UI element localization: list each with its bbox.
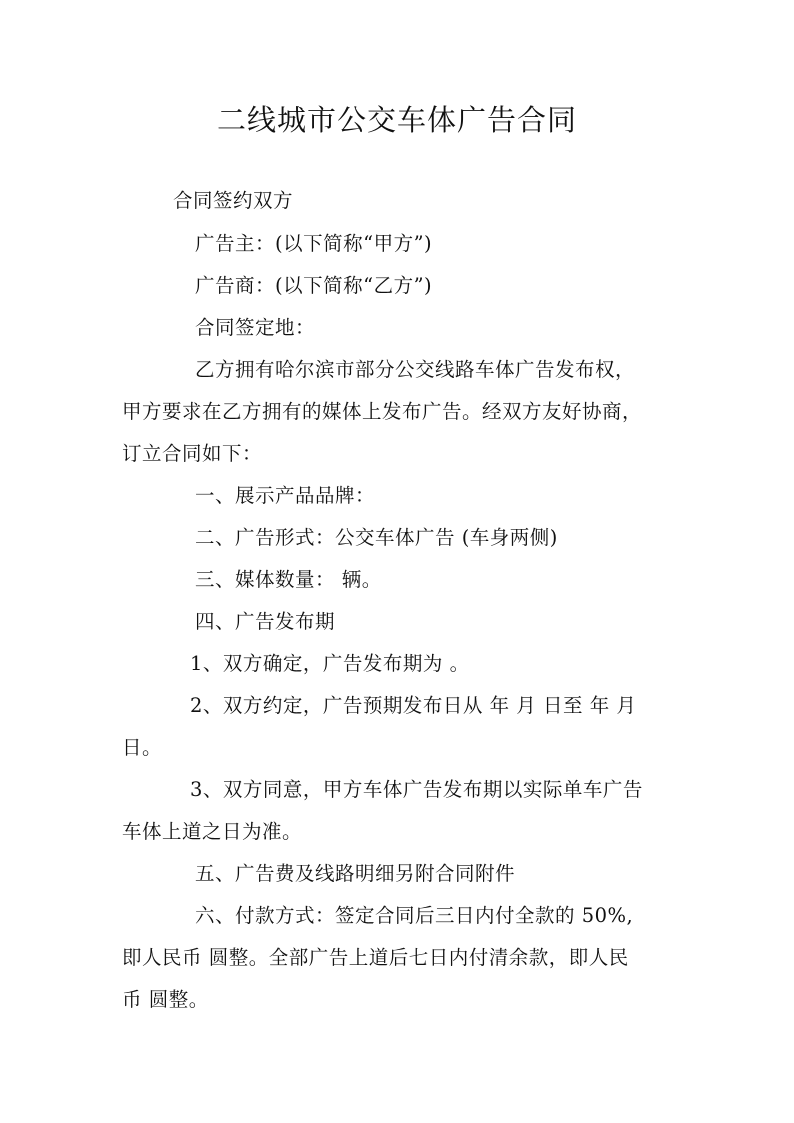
agency-line: 广告商：(以下简称“乙方”) xyxy=(195,274,433,297)
period-item-2-line-2: 日。 xyxy=(122,736,163,759)
clause-6-payment-line-1: 六、付款方式：签定合同后三日内付全款的 50%, xyxy=(195,904,634,927)
intro-paragraph-line-2: 甲方要求在乙方拥有的媒体上发布广告。经双方友好协商， xyxy=(122,400,643,423)
period-item-1: 1、双方确定，广告发布期为 。 xyxy=(190,652,470,675)
intro-paragraph-line-3: 订立合同如下： xyxy=(122,442,263,465)
clause-6-payment-line-2: 即人民币 圆整。全部广告上道后七日内付清余款，即人民 xyxy=(122,946,629,969)
period-item-2-line-1: 2、双方约定，广告预期发布日从 年 月 日至 年 月 xyxy=(190,694,637,717)
clause-3-quantity: 三、媒体数量： 辆。 xyxy=(195,568,382,591)
period-item-3-line-1: 3、双方同意，甲方车体广告发布期以实际单车广告 xyxy=(190,778,643,801)
parties-heading: 合同签约双方 xyxy=(173,189,294,212)
intro-paragraph-line-1: 乙方拥有哈尔滨市部分公交线路车体广告发布权， xyxy=(195,358,636,381)
clause-5-fees: 五、广告费及线路明细另附合同附件 xyxy=(195,862,516,885)
clause-2-form: 二、广告形式：公交车体广告 (车身两侧) xyxy=(195,526,558,549)
clause-1-brand: 一、展示产品品牌： xyxy=(195,484,376,507)
clause-6-payment-line-3: 币 圆整。 xyxy=(122,988,209,1011)
signing-place-line: 合同签定地： xyxy=(195,316,316,339)
period-item-3-line-2: 车体上道之日为准。 xyxy=(122,820,303,843)
advertiser-line: 广告主：(以下简称“甲方”) xyxy=(195,232,433,255)
clause-4-period-heading: 四、广告发布期 xyxy=(195,610,336,633)
contract-title: 二线城市公交车体广告合同 xyxy=(216,103,577,137)
